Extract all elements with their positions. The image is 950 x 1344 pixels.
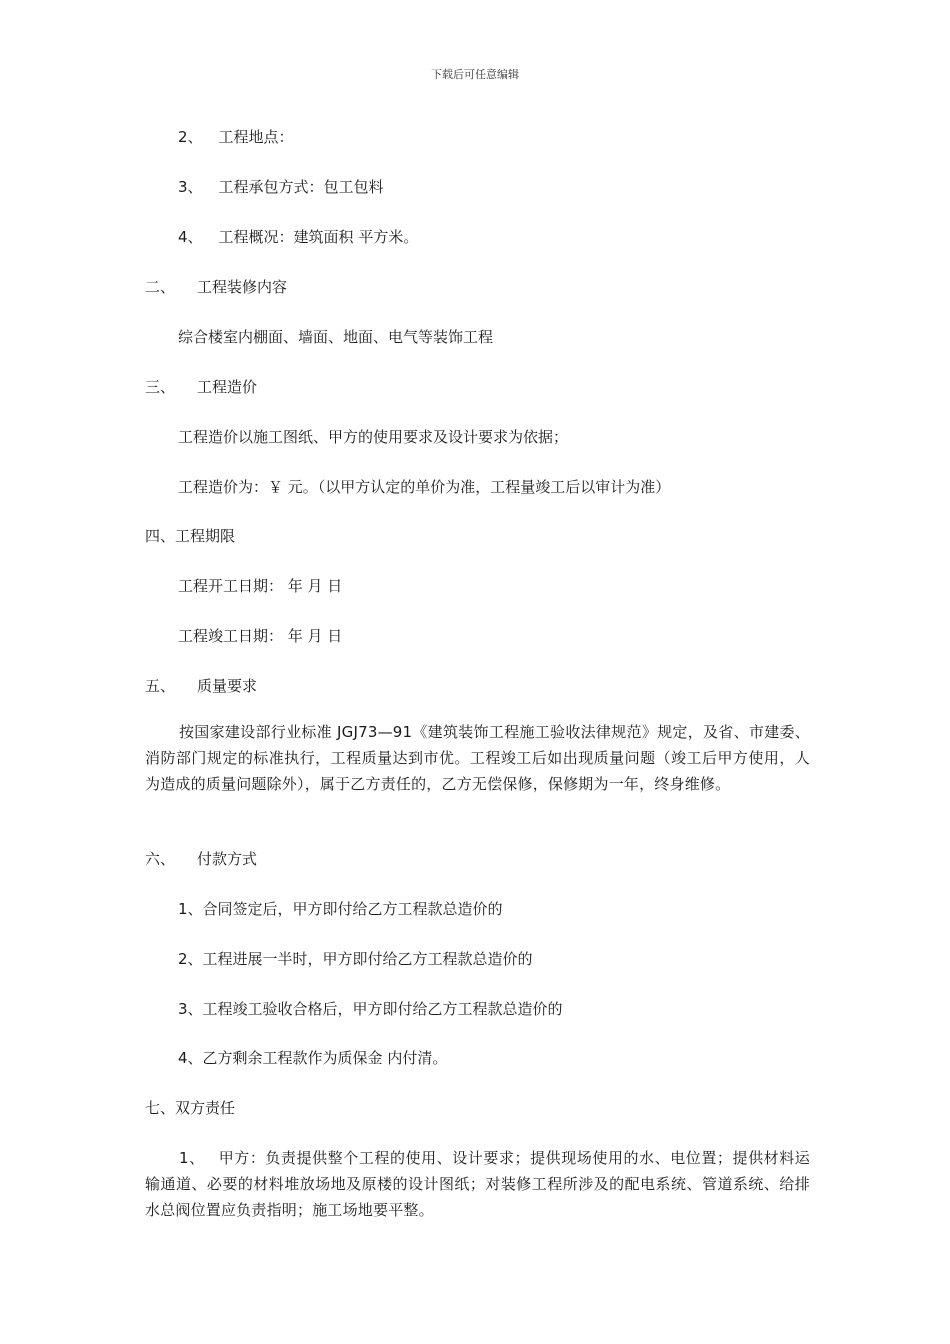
item-text: 工程地点： [218,128,294,146]
section-heading-period: 四、工程期限 [145,527,236,545]
item-text: 甲方：负责提供整个工程的使用、设计要求；提供现场使用的水、电位置；提供材料运输通道、必要的材料堆放场地及原楼的设计图纸；对装修工程所涉及的配电系统、管道系统、给排水总阀位置应负责指明；施工场地要平整。 [145,1149,810,1219]
section-number: 六、 [145,850,176,868]
item-number: 4、 [178,228,203,246]
payment-item: 2、工程进展一半时，甲方即付给乙方工程款总造价的 [178,950,533,968]
section-heading-quality [145,676,257,696]
project-item-overview [178,227,418,247]
section-heading-decoration-content [145,277,287,297]
section-title: 付款方式 [197,850,258,868]
item-number: 3、 [178,178,203,196]
item-text: 工程概况：建筑面积 平方米。 [218,228,419,246]
payment-item: 3、工程竣工验收合格后，甲方即付给乙方工程款总造价的 [178,1000,563,1018]
section-number: 二、 [145,278,176,296]
section-title: 质量要求 [197,677,258,695]
project-item-contract-mode [178,177,384,197]
item-text: 工程承包方式：包工包料 [218,178,384,196]
section-title: 工程装修内容 [197,278,288,296]
item-number: 2、 [178,128,203,146]
start-date-text: 工程开工日期： 年 月 日 [178,577,343,595]
party-a-responsibility-paragraph [145,1145,810,1223]
payment-item: 1、合同签定后，甲方即付给乙方工程款总造价的 [178,900,503,918]
section-body: 综合楼室内棚面、墙面、地面、电气等装饰工程 [178,328,494,346]
section-heading-payment [145,849,257,869]
project-item-location [178,127,294,147]
section-title: 工程造价 [197,378,258,396]
section-heading-responsibilities: 七、双方责任 [145,1099,236,1117]
end-date-text: 工程竣工日期： 年 月 日 [178,627,343,645]
payment-item: 4、乙方剩余工程款作为质保金 内付清。 [178,1049,448,1067]
cost-basis-text: 工程造价以施工图纸、甲方的使用要求及设计要求为依据； [178,428,569,446]
item-number: 1、 [179,1149,205,1167]
quality-paragraph: 按国家建设部行业标准 JGJ73—91《建筑装饰工程施工验收法律规范》规定，及省、市建委、消防部门规定的标准执行，工程质量达到市优。工程竣工后如出现质量问题（竣工后甲方使用，人为造成的质量问题除外），属于乙方责任的，乙方无偿保修，保修期为一年，终身维修。 [145,723,810,793]
section-heading-cost [145,377,257,397]
section-number: 三、 [145,378,176,396]
section-number: 五、 [145,677,176,695]
cost-amount-text: 工程造价为：￥ 元。（以甲方认定的单价为准，工程量竣工后以审计为准） [178,478,671,496]
header-note: 下载后可任意编辑 [431,68,519,81]
